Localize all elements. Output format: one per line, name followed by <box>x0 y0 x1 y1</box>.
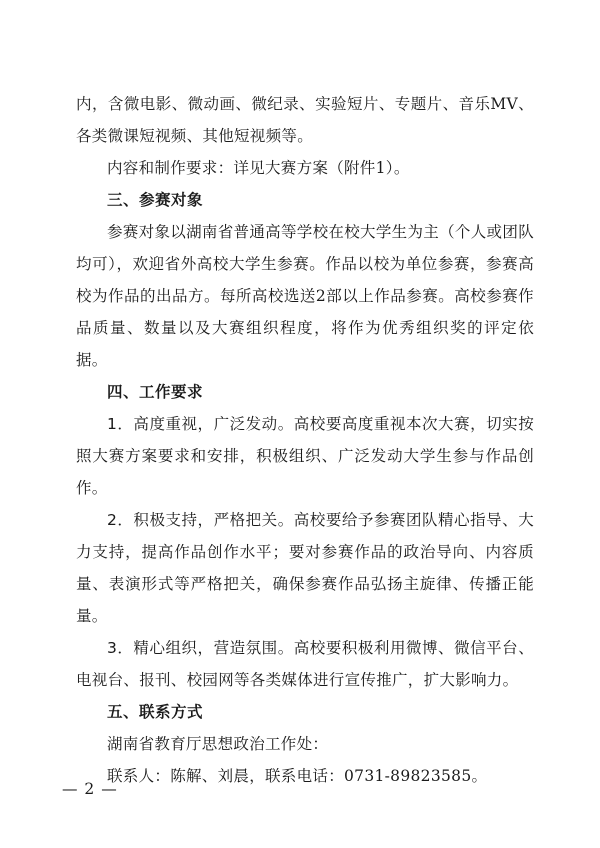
list-item-requirement-1 <box>76 408 534 504</box>
requirement-3-lead: 3．精心组织，营造氛围。 <box>107 639 294 657</box>
list-item-requirement-3 <box>76 632 534 696</box>
document-body <box>76 88 534 792</box>
page-number: — 2 — <box>62 780 118 798</box>
section-heading-participants: 三、参赛对象 <box>107 191 204 209</box>
requirement-1-lead: 1．高度重视，广泛发动。 <box>107 415 294 433</box>
paragraph-video-types: 内，含微电影、微动画、微纪录、实验短片、专题片、音乐MV、各类微课短视频、其他短视频等。 <box>76 95 534 145</box>
section-heading-work-requirements: 四、工作要求 <box>107 383 204 401</box>
section-heading-contact: 五、联系方式 <box>107 703 204 721</box>
list-item-requirement-2 <box>76 504 534 632</box>
paragraph-participants: 参赛对象以湖南省普通高等学校在校大学生为主（个人或团队均可），欢迎省外高校大学生参赛。作品以校为单位参赛，参赛高校为作品的出品方。每所高校选送2部以上作品参赛。高校参赛作品质量、数量以及大赛组织程度，将作为优秀组织奖的评定依据。 <box>76 223 534 369</box>
requirement-3-text: 高校要积极利用微博、微信平台、电视台、报刊、校园网等各类媒体进行宣传推广，扩大影响力。 <box>76 639 534 689</box>
paragraph-requirements: 内容和制作要求：详见大赛方案（附件1）。 <box>107 159 410 177</box>
contact-person-phone: 联系人：陈解、刘晨，联系电话：0731-89823585。 <box>107 767 488 785</box>
requirement-2-lead: 2．积极支持，严格把关。 <box>107 511 294 529</box>
requirement-2-text: 高校要给予参赛团队精心指导、大力支持，提高作品创作水平；要对参赛作品的政治导向、内容质量、表演形式等严格把关，确保参赛作品弘扬主旋律、传播正能量。 <box>76 511 534 625</box>
requirement-1-text: 高校要高度重视本次大赛，切实按照大赛方案要求和安排，积极组织、广泛发动大学生参与作品创作。 <box>76 415 534 497</box>
contact-organization: 湖南省教育厅思想政治工作处： <box>107 735 329 753</box>
